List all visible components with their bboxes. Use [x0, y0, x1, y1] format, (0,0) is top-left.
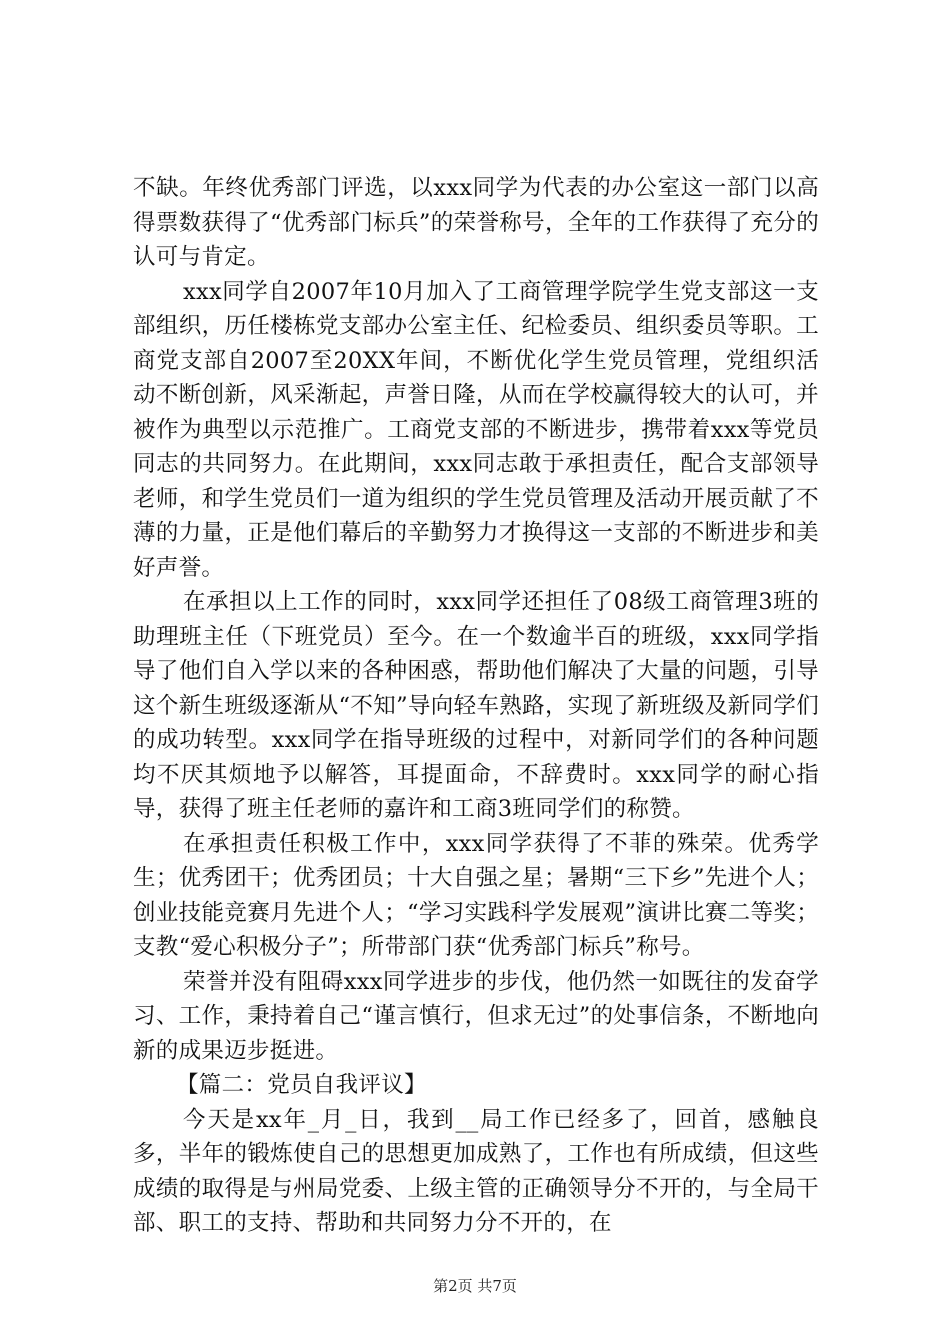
page-number-footer: 第2页 共7页 — [433, 1277, 517, 1295]
section-heading: 【篇二：党员自我评议】 — [176, 1072, 427, 1098]
paragraph-2: xxx同学自2007年10月加入了工商管理学院学生党支部这一支部组织，历任楼栋党支部办公室主任、纪检委员、组织委员等职。工商党支部自2007至20XX年间，不断优化学生党员管理，党组织活动不断创新，风采渐起，声誉日隆，从而在学校赢得较大的认可，并被作为典型以示范推广。工商党支部的不断进步，携带着xxx等党员同志的共同努力。在此期间，xxx同志敢于承担责任，配合支部领导老师，和学生党员们一道为组织的学生党员管理及活动开展贡献了不薄的力量，正是他们幕后的辛勤努力才换得这一支部的不断进步和美好声誉。 — [133, 278, 819, 581]
paragraph-1: 不缺。年终优秀部门评选，以xxx同学为代表的办公室这一部门以高得票数获得了“优秀部门标兵”的荣誉称号，全年的工作获得了充分的认可与肯定。 — [133, 175, 819, 270]
paragraph-4: 在承担责任积极工作中，xxx同学获得了不菲的殊荣。优秀学生；优秀团干；优秀团员；十大自强之星；暑期“三下乡”先进个人；创业技能竞赛月先进个人；“学习实践科学发展观”演讲比赛二等奖；支教“爱心积极分子”；所带部门获“优秀部门标兵”称号。 — [133, 830, 819, 960]
paragraph-3: 在承担以上工作的同时，xxx同学还担任了08级工商管理3班的助理班主任（下班党员）至今。在一个数逾半百的班级，xxx同学指导了他们自入学以来的各种困惑，帮助他们解决了大量的问题，引导这个新生班级逐渐从“不知”导向轻车熟路，实现了新班级及新同学们的成功转型。xxx同学在指导班级的过程中，对新同学们的各种问题均不厌其烦地予以解答，耳提面命，不辞费时。xxx同学的耐心指导，获得了班主任老师的嘉许和工商3班同学们的称赞。 — [133, 589, 819, 822]
paragraph-5: 荣誉并没有阻碍xxx同学进步的步伐，他仍然一如既往的发奋学习、工作，秉持着自己“谨言慎行，但求无过”的处事信条，不断地向新的成果迈步挺进。 — [133, 968, 819, 1064]
document-body — [133, 171, 819, 1241]
paragraph-6: 今天是xx年_月_日，我到__局工作已经多了，回首，感触良多，半年的锻炼使自己的思想更加成熟了，工作也有所成绩，但这些成绩的取得是与州局党委、上级主管的正确领导分不开的，与全局干部、职工的支持、帮助和共同努力分不开的，在 — [133, 1106, 819, 1236]
